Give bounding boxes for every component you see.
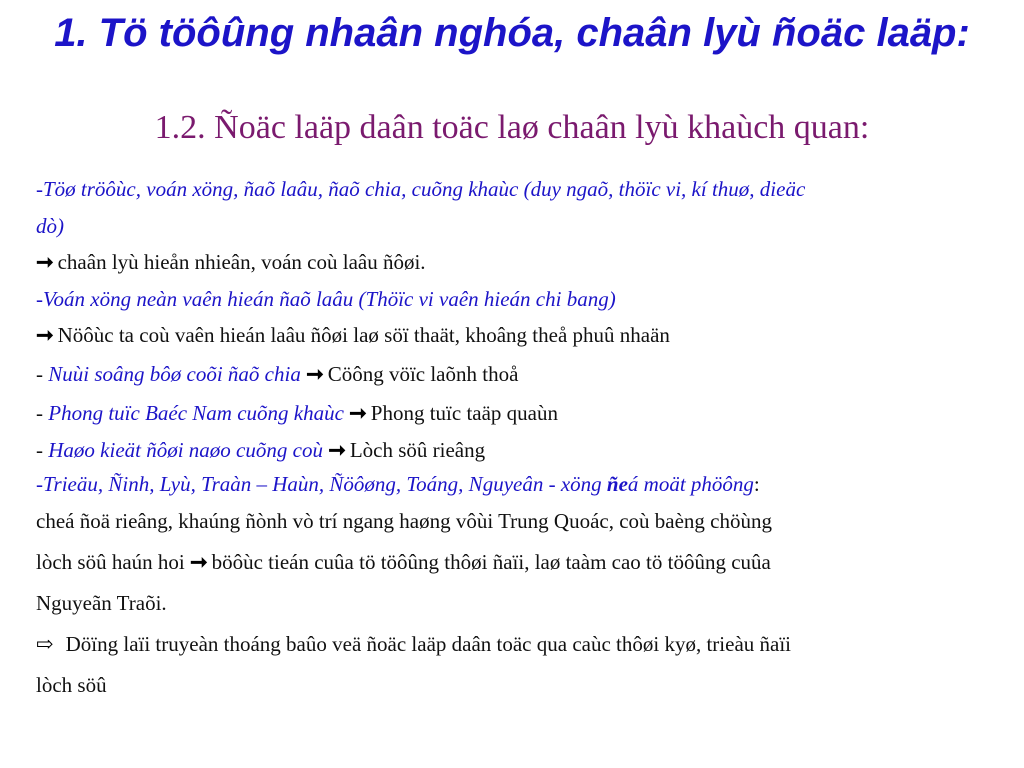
explanation-text: Nguyeãn Traõi. bbox=[36, 591, 167, 615]
right-arrow-icon: ➞ bbox=[349, 401, 367, 425]
hollow-right-arrow-icon: ⇨ bbox=[36, 632, 54, 656]
line-dash: - bbox=[36, 438, 49, 462]
explanation-text: Cöông vöïc laõnh thoå bbox=[327, 362, 519, 386]
content-line-14 bbox=[36, 665, 986, 706]
right-arrow-icon: ➞ bbox=[306, 362, 324, 386]
explanation-text: böôùc tieán cuûa tö töôûng thôøi ñaïi, laø taàm cao tö töôûng cuûa bbox=[211, 550, 771, 574]
slide-title: 1. Tö töôûng nhaân nghóa, chaân lyù ñoäc laäp: bbox=[54, 11, 970, 55]
colon: : bbox=[753, 472, 760, 496]
content-line-1 bbox=[36, 170, 986, 209]
line-dash: - bbox=[36, 177, 43, 201]
explanation-text: chaân lyù hieån nhieân, voán coù laâu ñôøi. bbox=[57, 250, 426, 274]
quote-text: Voán xöng neàn vaên hieán ñaõ laâu (Thöïc vi vaên hieán chi bang) bbox=[43, 287, 616, 311]
content-line-7 bbox=[36, 394, 986, 433]
explanation-text: cheá ñoä rieâng, khaúng ñònh vò trí ngang haøng vôùi Trung Quoác, coù baèng chöùng bbox=[36, 509, 773, 533]
line-dash: - bbox=[36, 362, 49, 386]
content-line-10 bbox=[36, 501, 986, 542]
right-arrow-icon: ➞ bbox=[36, 323, 54, 347]
quote-bold-text: ñe bbox=[606, 472, 628, 496]
quote-text: á moät phöông bbox=[627, 472, 754, 496]
explanation-text: lòch söû bbox=[36, 673, 107, 697]
explanation-text: Nöôùc ta coù vaên hieán laâu ñôøi laø söï thaät, khoâng theå phuû nhaän bbox=[57, 323, 670, 347]
quote-text: Töø tröôùc, voán xöng, ñaõ laâu, ñaõ chia, cuõng khaùc (duy ngaõ, thöïc vi, kí thuø, dieäc bbox=[43, 177, 806, 201]
content-line-11 bbox=[36, 542, 986, 583]
explanation-text: Döïng laïi truyeàn thoáng baûo veä ñoäc laäp daân toäc qua caùc thôøi kyø, trieàu ñaïi bbox=[65, 632, 792, 656]
content-line-5 bbox=[36, 316, 986, 355]
quote-text-continued: dò) bbox=[36, 214, 64, 238]
line-dash: - bbox=[36, 287, 43, 311]
explanation-text: Lòch söû rieâng bbox=[349, 438, 486, 462]
content-line-13 bbox=[36, 624, 986, 665]
quote-text: Haøo kieät ñôøi naøo cuõng coù bbox=[48, 438, 323, 462]
line-dash: - bbox=[36, 472, 43, 496]
slide-body bbox=[36, 170, 986, 706]
quote-text: Phong tuïc Baéc Nam cuõng khaùc bbox=[48, 401, 344, 425]
explanation-text: lòch söû haún hoi bbox=[36, 550, 185, 574]
explanation-text: Phong tuïc taäp quaùn bbox=[370, 401, 558, 425]
quote-text: Trieäu, Ñinh, Lyù, Traàn – Haùn, Ñöôøng, Toáng, Nguyeân - xöng bbox=[43, 472, 607, 496]
content-line-6 bbox=[36, 355, 986, 394]
content-line-9 bbox=[36, 467, 986, 501]
line-dash: - bbox=[36, 401, 49, 425]
right-arrow-icon: ➞ bbox=[328, 438, 346, 462]
content-line-2 bbox=[36, 209, 986, 243]
quote-text: Nuùi soâng bôø coõi ñaõ chia bbox=[48, 362, 301, 386]
content-line-4 bbox=[36, 282, 986, 316]
content-line-3 bbox=[36, 243, 986, 282]
content-line-8 bbox=[36, 433, 986, 467]
slide-subtitle: 1.2. Ñoäc laäp daân toäc laø chaân lyù khaùch quan: bbox=[154, 109, 870, 146]
right-arrow-icon: ➞ bbox=[189, 550, 208, 574]
right-arrow-icon: ➞ bbox=[36, 250, 54, 274]
content-line-12 bbox=[36, 583, 986, 624]
